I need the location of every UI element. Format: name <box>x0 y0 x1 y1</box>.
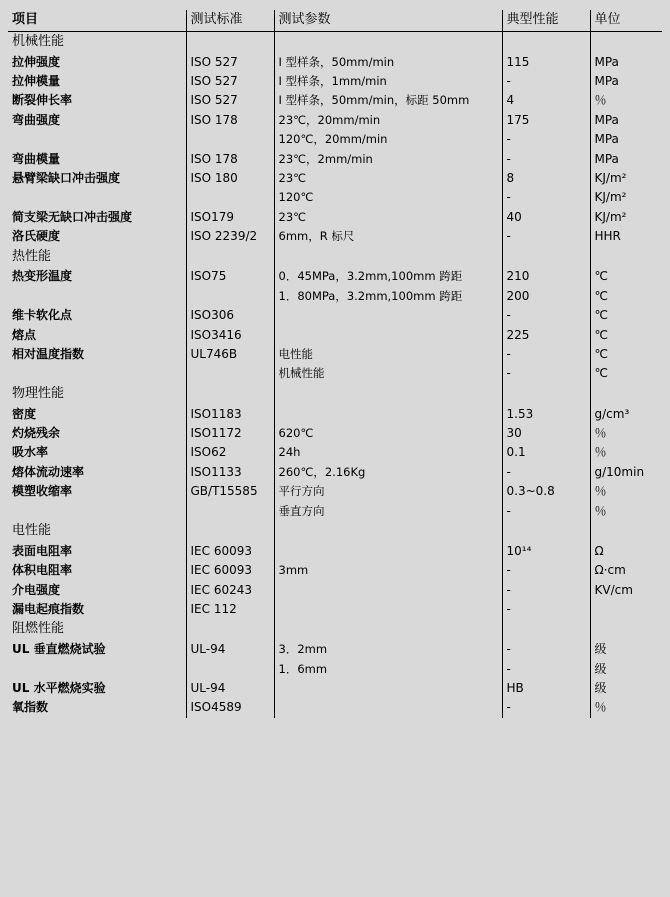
cell-typ: - <box>502 364 590 383</box>
cell-param <box>274 679 502 698</box>
cell-name: 密度 <box>12 406 37 421</box>
cell-param: I 型样条，50mm/min <box>274 53 502 72</box>
cell-std: ISO 527 <box>186 72 274 91</box>
cell-std <box>186 188 274 207</box>
cell-typ: 40 <box>502 208 590 227</box>
cell-unit: g/10min <box>590 463 662 482</box>
cell-param: I 型样条，1mm/min <box>274 72 502 91</box>
group-title: 机械性能 <box>12 33 65 49</box>
cell-name: 简支梁无缺口冲击强度 <box>12 209 133 224</box>
cell-unit: 级 <box>590 679 662 698</box>
cell-name <box>8 502 186 521</box>
cell-unit <box>590 600 662 619</box>
cell-unit: KV/cm <box>590 581 662 600</box>
cell-name: 拉伸模量 <box>12 74 61 89</box>
cell-param <box>274 326 502 345</box>
table-row <box>8 561 662 580</box>
table-row <box>8 424 662 443</box>
cell-name: 介电强度 <box>12 582 61 597</box>
cell-unit: g/cm³ <box>590 405 662 424</box>
cell-typ: - <box>502 150 590 169</box>
table-row <box>8 150 662 169</box>
cell-name: 氧指数 <box>12 700 49 715</box>
cell-typ: - <box>502 345 590 364</box>
cell-name: 弯曲模量 <box>12 151 61 166</box>
cell-unit: ％ <box>590 502 662 521</box>
cell-std: UL746B <box>186 345 274 364</box>
cell-param <box>274 698 502 717</box>
table-body <box>8 10 662 718</box>
cell-name <box>8 287 186 306</box>
table-row <box>8 698 662 717</box>
cell-typ: - <box>502 463 590 482</box>
cell-typ: - <box>502 581 590 600</box>
cell-name: 弯曲强度 <box>12 112 61 127</box>
cell-typ: HB <box>502 679 590 698</box>
group-title: 阻燃性能 <box>12 621 65 637</box>
cell-std <box>186 660 274 679</box>
cell-unit: ％ <box>590 424 662 443</box>
cell-unit: MPa <box>590 53 662 72</box>
group-spacer-cell <box>186 521 274 542</box>
cell-param: 3．2mm <box>274 640 502 659</box>
cell-typ: - <box>502 227 590 246</box>
table-row <box>8 287 662 306</box>
cell-unit: MPa <box>590 72 662 91</box>
group-title: 物理性能 <box>12 385 65 401</box>
cell-std: ISO 2239/2 <box>186 227 274 246</box>
cell-typ: 175 <box>502 111 590 130</box>
cell-param: 3mm <box>274 561 502 580</box>
cell-param: 0．45MPa，3.2mm,100mm 跨距 <box>274 267 502 286</box>
cell-std: ISO62 <box>186 443 274 462</box>
cell-name <box>8 188 186 207</box>
cell-typ: 200 <box>502 287 590 306</box>
cell-std: ISO 180 <box>186 169 274 188</box>
group-spacer-cell <box>590 619 662 640</box>
group-spacer-cell <box>590 384 662 405</box>
cell-param <box>274 306 502 325</box>
cell-std: UL-94 <box>186 679 274 698</box>
cell-std: ISO4589 <box>186 698 274 717</box>
cell-name: 悬臂梁缺口冲击强度 <box>12 171 121 186</box>
cell-name: UL 垂直燃烧试验 <box>12 642 106 657</box>
group-spacer-cell <box>186 384 274 405</box>
cell-typ: - <box>502 600 590 619</box>
cell-unit: ％ <box>590 443 662 462</box>
table-row <box>8 600 662 619</box>
cell-name: 模塑收缩率 <box>12 484 73 499</box>
cell-std <box>186 130 274 149</box>
cell-name <box>8 130 186 149</box>
cell-name: 熔点 <box>12 327 37 342</box>
cell-name: 表面电阻率 <box>12 543 73 558</box>
table-row <box>8 306 662 325</box>
specification-table <box>8 10 662 718</box>
column-header-4: 单位 <box>590 10 662 31</box>
cell-name <box>8 364 186 383</box>
cell-name: 灼烧残余 <box>12 426 61 441</box>
cell-name: 体积电阻率 <box>12 563 73 578</box>
cell-unit: ℃ <box>590 345 662 364</box>
cell-std: ISO75 <box>186 267 274 286</box>
cell-typ: - <box>502 660 590 679</box>
cell-param: 620℃ <box>274 424 502 443</box>
cell-typ: - <box>502 306 590 325</box>
cell-unit: KJ/m² <box>590 169 662 188</box>
table-row <box>8 542 662 561</box>
cell-std: ISO1183 <box>186 405 274 424</box>
table-row <box>8 679 662 698</box>
cell-std: ISO306 <box>186 306 274 325</box>
table-row <box>8 640 662 659</box>
group-spacer-cell <box>590 247 662 268</box>
cell-unit: ℃ <box>590 287 662 306</box>
cell-typ: 115 <box>502 53 590 72</box>
table-row <box>8 405 662 424</box>
cell-std <box>186 287 274 306</box>
group-spacer-cell <box>590 31 662 52</box>
cell-unit: 级 <box>590 660 662 679</box>
cell-name: 热变形温度 <box>12 269 73 284</box>
table-row <box>8 463 662 482</box>
cell-param: 1．80MPa，3.2mm,100mm 跨距 <box>274 287 502 306</box>
cell-std: ISO 178 <box>186 150 274 169</box>
cell-unit: 级 <box>590 640 662 659</box>
cell-typ: - <box>502 561 590 580</box>
cell-param <box>274 581 502 600</box>
group-spacer-cell <box>590 521 662 542</box>
cell-unit: ％ <box>590 91 662 110</box>
cell-unit: MPa <box>590 130 662 149</box>
column-header-1: 测试标准 <box>186 10 274 31</box>
group-spacer-cell <box>274 247 502 268</box>
cell-param: 24h <box>274 443 502 462</box>
cell-std: ISO 527 <box>186 53 274 72</box>
cell-typ: 1.53 <box>502 405 590 424</box>
table-row <box>8 53 662 72</box>
cell-param: 120℃，20mm/min <box>274 130 502 149</box>
table-row <box>8 364 662 383</box>
cell-typ: - <box>502 72 590 91</box>
column-header-0: 项目 <box>8 10 186 31</box>
cell-param <box>274 600 502 619</box>
cell-param: 垂直方向 <box>274 502 502 521</box>
cell-param: 平行方向 <box>274 482 502 501</box>
cell-unit: KJ/m² <box>590 188 662 207</box>
group-spacer-cell <box>502 247 590 268</box>
table-row <box>8 581 662 600</box>
group-heading-row <box>8 384 662 405</box>
cell-param <box>274 405 502 424</box>
cell-param: 电性能 <box>274 345 502 364</box>
cell-name: 相对温度指数 <box>12 347 85 361</box>
group-spacer-cell <box>274 384 502 405</box>
group-heading-row <box>8 247 662 268</box>
cell-typ: 0.1 <box>502 443 590 462</box>
cell-param <box>274 542 502 561</box>
group-spacer-cell <box>274 31 502 52</box>
cell-unit: ℃ <box>590 364 662 383</box>
table-row <box>8 502 662 521</box>
cell-name: 漏电起痕指数 <box>12 601 85 616</box>
group-heading-row <box>8 521 662 542</box>
cell-unit: Ω <box>590 542 662 561</box>
table-row <box>8 169 662 188</box>
cell-name: UL 水平燃烧实验 <box>12 681 106 695</box>
cell-std: ISO179 <box>186 208 274 227</box>
cell-typ: - <box>502 502 590 521</box>
cell-param: 23℃ <box>274 169 502 188</box>
cell-param: 120℃ <box>274 188 502 207</box>
cell-unit: MPa <box>590 150 662 169</box>
cell-typ: - <box>502 640 590 659</box>
table-row <box>8 130 662 149</box>
cell-unit: ％ <box>590 698 662 717</box>
cell-unit: ℃ <box>590 326 662 345</box>
cell-unit: MPa <box>590 111 662 130</box>
cell-typ: 8 <box>502 169 590 188</box>
cell-param: 23℃ <box>274 208 502 227</box>
cell-unit: ％ <box>590 482 662 501</box>
cell-std: GB/T15585 <box>186 482 274 501</box>
group-spacer-cell <box>502 521 590 542</box>
table-row <box>8 326 662 345</box>
table-header-row <box>8 10 662 31</box>
cell-name: 吸水率 <box>12 445 49 460</box>
cell-std: ISO 527 <box>186 91 274 110</box>
cell-std <box>186 364 274 383</box>
cell-typ: 0.3~0.8 <box>502 482 590 501</box>
cell-unit: ℃ <box>590 267 662 286</box>
table-row <box>8 345 662 364</box>
group-spacer-cell <box>502 384 590 405</box>
cell-std: IEC 60093 <box>186 561 274 580</box>
cell-param: I 型样条，50mm/min，标距 50mm <box>274 91 502 110</box>
cell-std: ISO1172 <box>186 424 274 443</box>
cell-name: 熔体流动速率 <box>12 464 85 479</box>
cell-param: 1．6mm <box>274 660 502 679</box>
group-spacer-cell <box>274 521 502 542</box>
cell-name: 维卡软化点 <box>12 308 73 323</box>
cell-typ: 10¹⁴ <box>502 542 590 561</box>
cell-typ: - <box>502 188 590 207</box>
table-row <box>8 443 662 462</box>
group-title: 电性能 <box>12 522 52 538</box>
cell-typ: 210 <box>502 267 590 286</box>
table-row <box>8 227 662 246</box>
cell-typ: - <box>502 130 590 149</box>
table-row <box>8 72 662 91</box>
group-spacer-cell <box>186 619 274 640</box>
table-row <box>8 660 662 679</box>
cell-param: 23℃，20mm/min <box>274 111 502 130</box>
group-heading-row <box>8 619 662 640</box>
cell-unit: ℃ <box>590 306 662 325</box>
cell-name: 洛氏硬度 <box>12 229 61 244</box>
table-row <box>8 91 662 110</box>
cell-std: ISO 178 <box>186 111 274 130</box>
table-row <box>8 267 662 286</box>
group-spacer-cell <box>186 247 274 268</box>
cell-unit: KJ/m² <box>590 208 662 227</box>
group-heading-row <box>8 31 662 52</box>
table-row <box>8 208 662 227</box>
group-spacer-cell <box>502 619 590 640</box>
column-header-3: 典型性能 <box>502 10 590 31</box>
cell-std: ISO1133 <box>186 463 274 482</box>
cell-std: IEC 60093 <box>186 542 274 561</box>
column-header-2: 测试参数 <box>274 10 502 31</box>
group-spacer-cell <box>502 31 590 52</box>
cell-std: ISO3416 <box>186 326 274 345</box>
cell-std <box>186 502 274 521</box>
table-row <box>8 111 662 130</box>
cell-unit: Ω·cm <box>590 561 662 580</box>
cell-typ: 4 <box>502 91 590 110</box>
group-title: 热性能 <box>12 248 52 264</box>
cell-typ: 225 <box>502 326 590 345</box>
table-row <box>8 482 662 501</box>
cell-std: IEC 60243 <box>186 581 274 600</box>
cell-typ: 30 <box>502 424 590 443</box>
cell-param: 260℃，2.16Kg <box>274 463 502 482</box>
group-spacer-cell <box>274 619 502 640</box>
cell-unit: HHR <box>590 227 662 246</box>
cell-name: 断裂伸长率 <box>12 93 73 108</box>
cell-param: 23℃，2mm/min <box>274 150 502 169</box>
cell-name: 拉伸强度 <box>12 54 61 69</box>
cell-typ: - <box>502 698 590 717</box>
cell-name <box>8 660 186 679</box>
cell-param: 机械性能 <box>274 364 502 383</box>
group-spacer-cell <box>186 31 274 52</box>
cell-param: 6mm，R 标尺 <box>274 227 502 246</box>
cell-std: UL-94 <box>186 640 274 659</box>
cell-std: IEC 112 <box>186 600 274 619</box>
table-row <box>8 188 662 207</box>
